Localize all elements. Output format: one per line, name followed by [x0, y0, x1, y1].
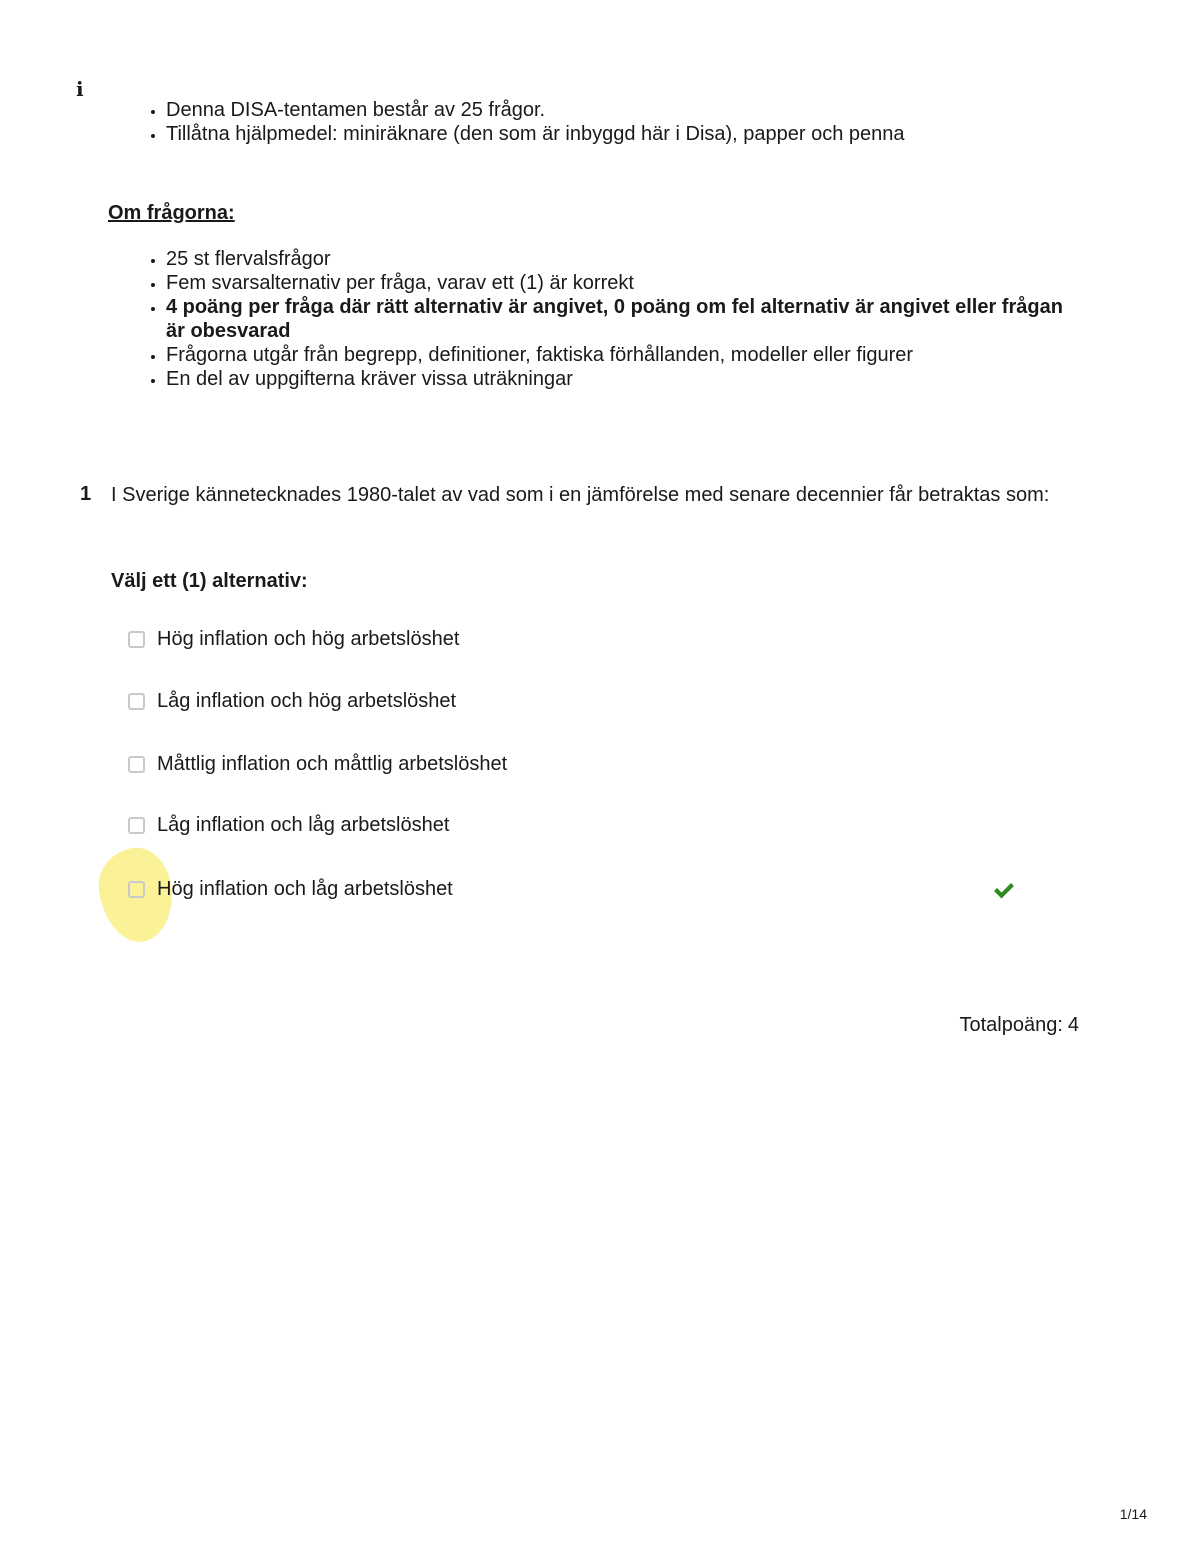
- answer-option[interactable]: [128, 688, 456, 714]
- question-instruction: Välj ett (1) alternativ:: [111, 570, 308, 592]
- total-score: [954, 1013, 1079, 1037]
- about-item: • 25 st flervalsfrågor: [166, 247, 1086, 271]
- option-checkbox[interactable]: [128, 693, 145, 710]
- page-number: 1/14: [1119, 1506, 1147, 1522]
- about-item: • En del av uppgifterna kräver vissa uträkningar: [166, 367, 1086, 391]
- answer-option[interactable]: [128, 626, 459, 652]
- about-item-scoring: • 4 poäng per fråga där rätt alternativ är angivet, 0 poäng om fel alternativ är angivet eller frågan är obesvarad: [166, 295, 1086, 343]
- total-score-label: Totalpoäng:: [959, 1014, 1063, 1036]
- checkmark-icon: [992, 880, 1016, 900]
- total-score-value: 4: [1067, 1014, 1079, 1036]
- about-item: • Frågorna utgår från begrepp, definitioner, faktiska förhållanden, modeller eller figurer: [166, 343, 1086, 367]
- option-checkbox[interactable]: [128, 756, 145, 773]
- intro-list: [128, 98, 1086, 146]
- about-item: • Fem svarsalternativ per fråga, varav ett (1) är korrekt: [166, 271, 1086, 295]
- option-label: Låg inflation och låg arbetslöshet: [157, 814, 450, 836]
- about-heading: Om frågorna:: [108, 202, 235, 224]
- option-label: Måttlig inflation och måttlig arbetslöshet: [157, 753, 508, 775]
- option-label: Låg inflation och hög arbetslöshet: [157, 690, 457, 712]
- intro-item: • Denna DISA-tentamen består av 25 frågor.: [166, 98, 1086, 122]
- answer-option-correct[interactable]: [128, 876, 453, 902]
- option-checkbox[interactable]: [128, 881, 145, 898]
- intro-item: • Tillåtna hjälpmedel: miniräknare (den som är inbyggd här i Disa), papper och penna: [166, 122, 1086, 146]
- answer-option[interactable]: [128, 751, 507, 777]
- about-list: [128, 247, 1086, 391]
- option-checkbox[interactable]: [128, 817, 145, 834]
- option-checkbox[interactable]: [128, 631, 145, 648]
- info-icon: i: [76, 77, 84, 101]
- question-number: 1: [80, 483, 92, 505]
- option-label: Hög inflation och låg arbetslöshet: [157, 878, 453, 900]
- answer-option[interactable]: [128, 812, 449, 838]
- question-text: I Sverige kännetecknades 1980-talet av vad som i en jämförelse med senare decennier får betraktas som:: [111, 484, 1050, 506]
- option-label: Hög inflation och hög arbetslöshet: [157, 628, 460, 650]
